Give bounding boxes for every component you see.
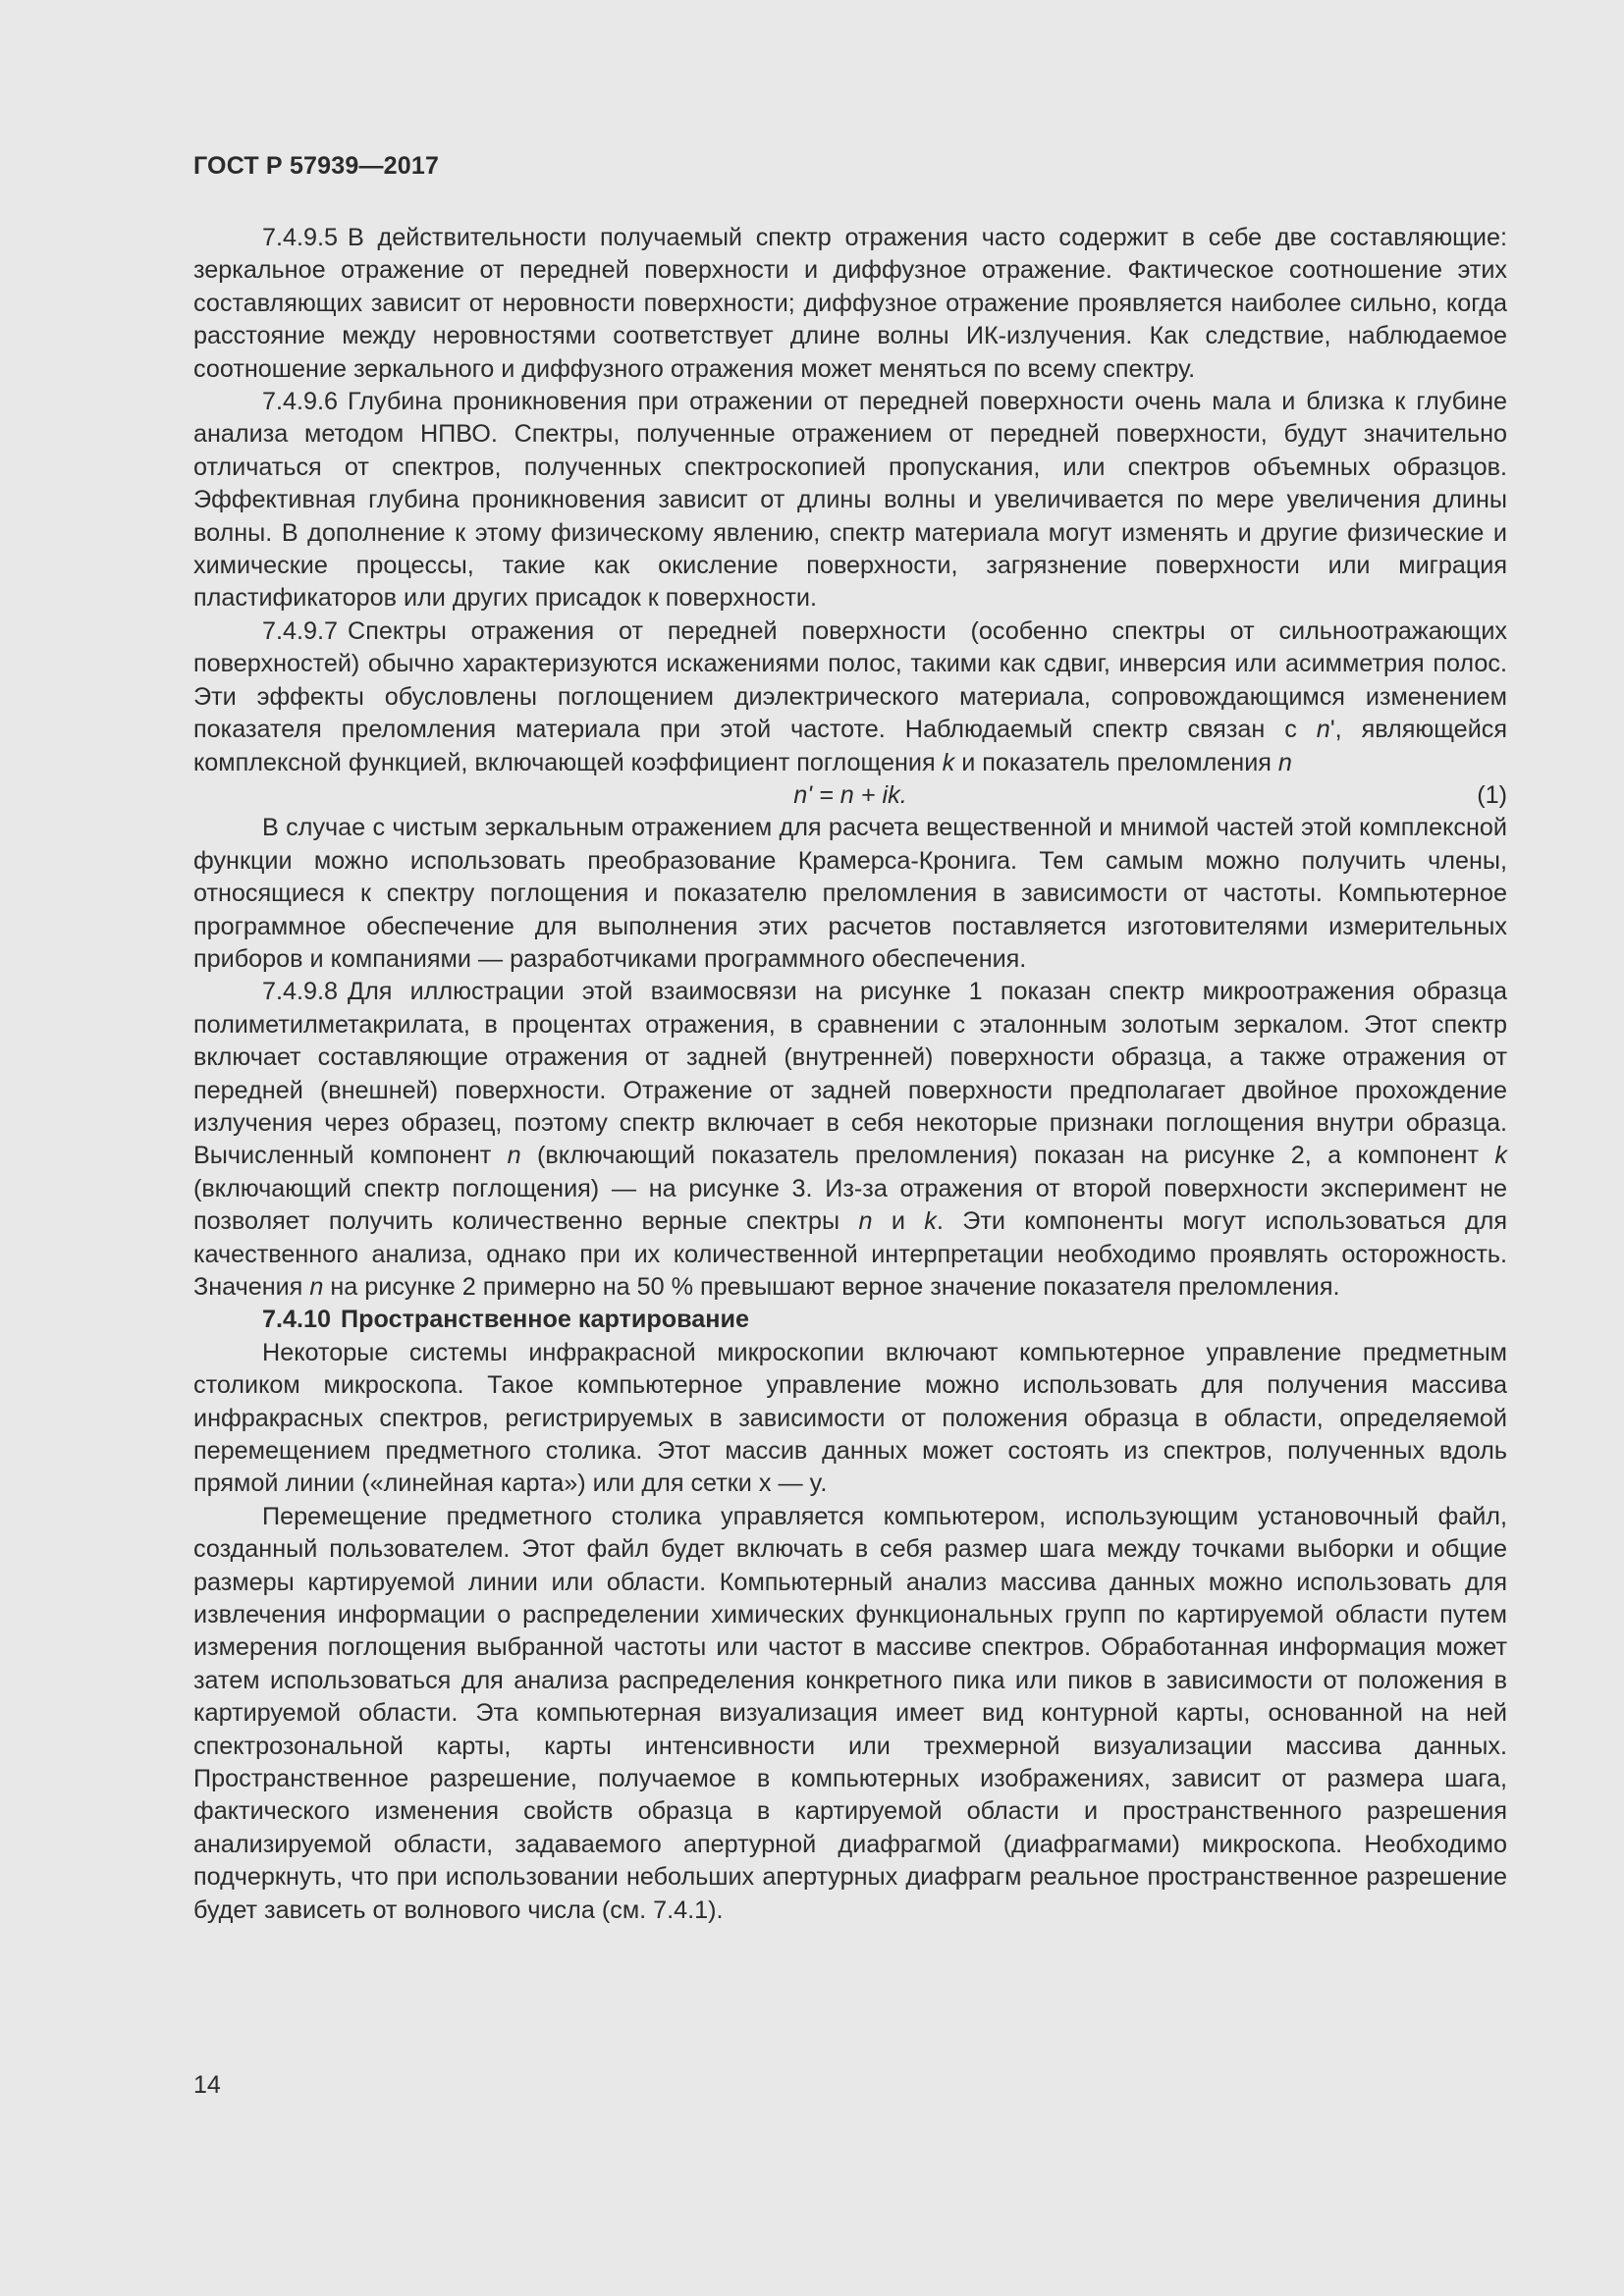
formula-number: (1) [1477,780,1507,809]
paragraph-kramers-kronig [193,812,1507,976]
section-number: 7.4.9.8 [262,978,339,1006]
section-number: 7.4.9.6 [262,388,339,416]
formula-expression: n' = n + ik. [793,780,907,809]
paragraph-text: В действительности получаемый спектр отражения часто содержит в себе две составляющие: зеркальное отражение от передней поверхности и диффузное отражение. Фактическое соотношение этих составляющих зависит от неровности поверхности; диффузное отражение проявляется наиболее сильно, когда расстояние между неровностями соответствует длине волны ИК-излучения. Как следствие, наблюдаемое соотношение зеркального и диффузного отражения может меняться по всему спектру. [193,224,1507,383]
paragraph-text: Для иллюстрации этой взаимосвязи на рисунке 1 показан спектр микроотражения образца полиметилметакрилата, в процентах отражения, в сравнении с эталонным золотым зеркалом. Этот спектр включает составляющие отражения от задней (внутренней) поверхности образца, а также отражения от передней (внешней) поверхности. Отражение от задней поверхности предполагает двойное прохождение излучения через образец, поэтому спектр включает в себя некоторые признаки поглощения внутри образца. Вычисленный компонент [193,978,1507,1170]
paragraph-text: Некоторые системы инфракрасной микроскопии включают компьютерное управление предметным столиком микроскопа. Такое компьютерное управление можно использовать для получения массива инфракрасных спектров, регистрируемых в зависимости от положения образца в области, определяемой перемещением предметного столика. Этот массив данных может состоять из спектров, полученных вдоль прямой линии («линейная карта») или для сетки x — y. [193,1338,1507,1498]
document-header: ГОСТ Р 57939—2017 [193,152,440,180]
formula-1 [193,779,1507,812]
paragraph-text: Перемещение предметного столика управляется компьютером, использующим установочный файл, созданный пользователем. Этот файл будет включать в себя размер шага между точками выборки и общие размеры картируемой линии или области. Компьютерный анализ массива данных можно использовать для извлечения информации о распределении химических функциональных групп по картируемой области путем измерения поглощения выбранной частоты или частот в массиве спектров. Обработанная информация может затем использоваться для анализа распределения конкретного пика или пиков в зависимости от положения в картируемой области. Эта компьютерная визуализация имеет вид контурной карты, основанной на ней спектрозональной карты, карты интенсивности или трехмерной визуализации массива данных. Пространственное разрешение, получаемое в компьютерных изображениях, зависит от размера шага, фактического изменения свойств образца в картируемой области и пространственного разрешения анализируемой области, задаваемого апертурной диафрагмой (диафрагмами) микроскопа. Необходимо подчеркнуть, что при использовании небольших апертурных диафрагм реальное пространственное разрешение будет зависеть от волнового числа (см. 7.4.1). [193,1502,1507,1924]
paragraph-7-4-9-7 [193,615,1507,779]
variable: n [309,1272,324,1301]
section-number: 7.4.9.7 [262,616,339,645]
variable: n [507,1142,521,1170]
section-number: 7.4.10 [262,1306,332,1334]
paragraph-text: В случае с чистым зеркальным отражением для расчета вещественной и мнимой частей этой комплексной функции можно использовать преобразование Крамерса-Кронига. Тем самым можно получить члены, относящиеся к спектру поглощения и показателю преломления в зависимости от частоты. Компьютерное программное обеспечение для выполнения этих расчетов поставляется изготовителями измерительных приборов и компаниями — разработчиками программного обеспечения. [193,814,1507,973]
paragraph-text: Глубина проникновения при отражении от передней поверхности очень мала и близка к глубине анализа методом НПВО. Спектры, полученные отражением от передней поверхности, будут значительно отличаться от спектров, полученных спектроскопией пропускания, или спектров объемных образцов. Эффективная глубина проникновения зависит от длины волны и увеличивается по мере увеличения длины волны. В дополнение к этому физическому явлению, спектр материала могут изменять и другие физические и химические процессы, такие как окисление поверхности, загрязнение поверхности или миграция пластификаторов или других присадок к поверхности. [193,388,1507,613]
paragraph-text: и [872,1207,925,1236]
paragraph-text: и показатель преломления [954,748,1278,776]
paragraph-text: . Эти компоненты могут использоваться для качественного анализа, однако при их количественной интерпретации необходимо проявлять осторожность. Значения [193,1207,1507,1301]
paragraph-text: (включающий спектр поглощения) — на рисунке 3. Из-за отражения от второй поверхности эксперимент не позволяет получить количественно верные спектры [193,1174,1507,1236]
page-number: 14 [193,2071,221,2099]
section-number: 7.4.9.5 [262,224,339,251]
variable: k [1494,1142,1507,1170]
paragraph-text: на рисунке 2 примерно на 50 % превышают верное значение показателя преломления. [323,1272,1340,1301]
paragraph-7-4-9-6 [193,386,1507,615]
section-heading-7-4-10 [193,1304,1507,1336]
paragraph-7-4-9-8 [193,976,1507,1304]
variable: n [1316,716,1330,744]
paragraph-text: (включающий показатель преломления) показан на рисунке 2, а компонент [520,1142,1495,1170]
variable: k [924,1207,937,1236]
body-text [193,222,1507,1927]
variable: n [858,1207,873,1236]
variable: k [942,748,955,776]
variable: n [1277,748,1292,776]
paragraph-mapping-intro [193,1337,1507,1501]
paragraph-text: Спектры отражения от передней поверхности (особенно спектры от сильноотражающих поверхностей) обычно характеризуются искажениями полос, такими как сдвиг, инверсия или асимметрия полос. Эти эффекты обусловлены поглощением диэлектрического материала, сопровождающимся изменением показателя преломления материала при этой частоте. Наблюдаемый спектр связан с [193,616,1507,744]
paragraph-text: ', являющейся комплексной функцией, включающей коэффициент поглощения [193,716,1507,776]
section-title: Пространственное картирование [341,1306,749,1334]
paragraph-7-4-9-5 [193,222,1507,386]
paragraph-mapping-details [193,1501,1507,1927]
